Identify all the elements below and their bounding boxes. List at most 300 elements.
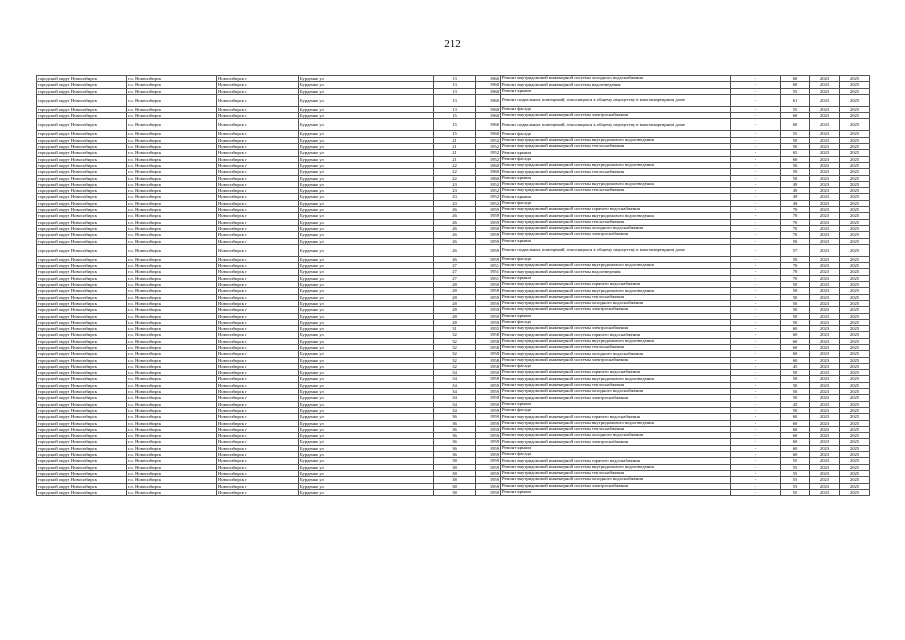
house-number-cell: 27	[434, 269, 476, 275]
start-year-cell: 2023	[810, 407, 840, 413]
house-number-cell: 26	[434, 244, 476, 256]
build-year-cell: 1959	[476, 244, 501, 256]
end-year-cell: 2025	[840, 144, 870, 150]
settlement-cell: Новосибирск г	[217, 288, 299, 294]
percent-cell: 55	[781, 464, 810, 470]
dash-cell: -	[731, 470, 781, 476]
street-cell: Бурденко ул	[299, 188, 434, 194]
end-year-cell: 2025	[840, 445, 870, 451]
end-year-cell: 2025	[840, 225, 870, 231]
end-year-cell: 2025	[840, 477, 870, 483]
city-district-cell: г.о. Новосибирск	[127, 162, 217, 168]
city-district-cell: г.о. Новосибирск	[127, 263, 217, 269]
city-district-cell: г.о. Новосибирск	[127, 194, 217, 200]
percent-cell: 60	[781, 82, 810, 88]
municipality-cell: городской округ Новосибирск	[37, 376, 127, 382]
city-district-cell: г.о. Новосибирск	[127, 207, 217, 213]
house-number-cell: 38	[434, 483, 476, 489]
dash-cell: -	[731, 156, 781, 162]
end-year-cell: 2025	[840, 213, 870, 219]
percent-cell: 65	[781, 150, 810, 156]
dash-cell: -	[731, 464, 781, 470]
work-type-cell: Ремонт внутридомовой инженерной системы теплоснабжения	[501, 169, 731, 175]
settlement-cell: Новосибирск г	[217, 76, 299, 82]
street-cell: Бурденко ул	[299, 426, 434, 432]
start-year-cell: 2023	[810, 82, 840, 88]
dash-cell: -	[731, 376, 781, 382]
percent-cell: 45	[781, 401, 810, 407]
street-cell: Бурденко ул	[299, 395, 434, 401]
dash-cell: -	[731, 395, 781, 401]
street-cell: Бурденко ул	[299, 144, 434, 150]
dash-cell: -	[731, 82, 781, 88]
city-district-cell: г.о. Новосибирск	[127, 477, 217, 483]
street-cell: Бурденко ул	[299, 452, 434, 458]
house-number-cell: 26	[434, 232, 476, 238]
start-year-cell: 2023	[810, 269, 840, 275]
municipality-cell: городской округ Новосибирск	[37, 363, 127, 369]
settlement-cell: Новосибирск г	[217, 169, 299, 175]
settlement-cell: Новосибирск г	[217, 225, 299, 231]
city-district-cell: г.о. Новосибирск	[127, 113, 217, 119]
street-cell: Бурденко ул	[299, 269, 434, 275]
house-number-cell: 34	[434, 407, 476, 413]
percent-cell: 50	[781, 175, 810, 181]
street-cell: Бурденко ул	[299, 150, 434, 156]
dash-cell: -	[731, 426, 781, 432]
city-district-cell: г.о. Новосибирск	[127, 300, 217, 306]
street-cell: Бурденко ул	[299, 319, 434, 325]
end-year-cell: 2025	[840, 175, 870, 181]
street-cell: Бурденко ул	[299, 489, 434, 495]
start-year-cell: 2023	[810, 88, 840, 94]
work-type-cell: Ремонт внутридомовой инженерной системы электроснабжения	[501, 357, 731, 363]
municipality-cell: городской округ Новосибирск	[37, 76, 127, 82]
start-year-cell: 2023	[810, 144, 840, 150]
end-year-cell: 2025	[840, 169, 870, 175]
percent-cell: 50	[781, 395, 810, 401]
street-cell: Бурденко ул	[299, 162, 434, 168]
street-cell: Бурденко ул	[299, 351, 434, 357]
work-type-cell: Ремонт подвальных помещений, относящихся к общему имуществу в многоквартирном доме	[501, 119, 731, 131]
city-district-cell: г.о. Новосибирск	[127, 420, 217, 426]
dash-cell: -	[731, 194, 781, 200]
work-type-cell: Ремонт внутридомовой инженерной системы холодного водоснабжения	[501, 351, 731, 357]
municipality-cell: городской округ Новосибирск	[37, 232, 127, 238]
municipality-cell: городской округ Новосибирск	[37, 219, 127, 225]
percent-cell: 61	[781, 94, 810, 106]
percent-cell: 50	[781, 282, 810, 288]
end-year-cell: 2025	[840, 489, 870, 495]
house-number-cell: 22	[434, 162, 476, 168]
dash-cell: -	[731, 113, 781, 119]
work-type-cell: Ремонт внутридомовой инженерной системы холодного водоснабжения	[501, 300, 731, 306]
street-cell: Бурденко ул	[299, 382, 434, 388]
settlement-cell: Новосибирск г	[217, 483, 299, 489]
municipality-cell: городской округ Новосибирск	[37, 88, 127, 94]
city-district-cell: г.о. Новосибирск	[127, 219, 217, 225]
street-cell: Бурденко ул	[299, 194, 434, 200]
work-type-cell: Ремонт внутридомовой инженерной системы водоотведения	[501, 269, 731, 275]
dash-cell: -	[731, 106, 781, 112]
settlement-cell: Новосибирск г	[217, 389, 299, 395]
dash-cell: -	[731, 256, 781, 262]
house-number-cell: 31	[434, 326, 476, 332]
city-district-cell: г.о. Новосибирск	[127, 370, 217, 376]
build-year-cell: 1959	[476, 464, 501, 470]
dash-cell: -	[731, 162, 781, 168]
dash-cell: -	[731, 332, 781, 338]
city-district-cell: г.о. Новосибирск	[127, 119, 217, 131]
percent-cell: 49	[781, 188, 810, 194]
start-year-cell: 2023	[810, 382, 840, 388]
build-year-cell: 1952	[476, 181, 501, 187]
house-number-cell: 28	[434, 313, 476, 319]
percent-cell: 50	[781, 370, 810, 376]
street-cell: Бурденко ул	[299, 225, 434, 231]
build-year-cell: 1960	[476, 106, 501, 112]
percent-cell: 50	[781, 137, 810, 143]
start-year-cell: 2023	[810, 489, 840, 495]
work-type-cell: Ремонт внутридомовой инженерной системы теплоснабжения	[501, 219, 731, 225]
dash-cell: -	[731, 407, 781, 413]
settlement-cell: Новосибирск г	[217, 401, 299, 407]
city-district-cell: г.о. Новосибирск	[127, 169, 217, 175]
build-year-cell: 1959	[476, 401, 501, 407]
settlement-cell: Новосибирск г	[217, 458, 299, 464]
percent-cell: 70	[781, 232, 810, 238]
end-year-cell: 2025	[840, 181, 870, 187]
start-year-cell: 2023	[810, 370, 840, 376]
municipality-cell: городской округ Новосибирск	[37, 483, 127, 489]
start-year-cell: 2023	[810, 300, 840, 306]
percent-cell: 50	[781, 319, 810, 325]
house-number-cell: 23	[434, 200, 476, 206]
street-cell: Бурденко ул	[299, 439, 434, 445]
house-number-cell: 32	[434, 332, 476, 338]
build-year-cell: 1959	[476, 313, 501, 319]
percent-cell: 50	[781, 238, 810, 244]
build-year-cell: 1959	[476, 382, 501, 388]
work-type-cell: Ремонт внутридомовой инженерной системы внутридомового водоотведения	[501, 420, 731, 426]
house-number-cell: 21	[434, 156, 476, 162]
city-district-cell: г.о. Новосибирск	[127, 181, 217, 187]
house-number-cell: 26	[434, 219, 476, 225]
percent-cell: 70	[781, 275, 810, 281]
house-number-cell: 36	[434, 426, 476, 432]
start-year-cell: 2023	[810, 94, 840, 106]
build-year-cell: 1958	[476, 344, 501, 350]
build-year-cell: 1959	[476, 483, 501, 489]
street-cell: Бурденко ул	[299, 244, 434, 256]
house-number-cell: 28	[434, 288, 476, 294]
work-type-cell: Ремонт внутридомовой инженерной системы теплоснабжения	[501, 382, 731, 388]
build-year-cell: 1952	[476, 144, 501, 150]
settlement-cell: Новосибирск г	[217, 113, 299, 119]
start-year-cell: 2023	[810, 307, 840, 313]
house-number-cell: 28	[434, 300, 476, 306]
end-year-cell: 2025	[840, 294, 870, 300]
start-year-cell: 2023	[810, 169, 840, 175]
street-cell: Бурденко ул	[299, 106, 434, 112]
dash-cell: -	[731, 370, 781, 376]
street-cell: Бурденко ул	[299, 470, 434, 476]
city-district-cell: г.о. Новосибирск	[127, 389, 217, 395]
start-year-cell: 2023	[810, 188, 840, 194]
street-cell: Бурденко ул	[299, 363, 434, 369]
build-year-cell: 1960	[476, 119, 501, 131]
percent-cell: 50	[781, 307, 810, 313]
street-cell: Бурденко ул	[299, 219, 434, 225]
build-year-cell: 1959	[476, 256, 501, 262]
settlement-cell: Новосибирск г	[217, 181, 299, 187]
dash-cell: -	[731, 76, 781, 82]
end-year-cell: 2025	[840, 439, 870, 445]
city-district-cell: г.о. Новосибирск	[127, 407, 217, 413]
start-year-cell: 2023	[810, 175, 840, 181]
end-year-cell: 2025	[840, 137, 870, 143]
percent-cell: 60	[781, 351, 810, 357]
work-type-cell: Ремонт фасада	[501, 131, 731, 137]
build-year-cell: 1959	[476, 370, 501, 376]
build-year-cell: 1958	[476, 357, 501, 363]
street-cell: Бурденко ул	[299, 263, 434, 269]
dash-cell: -	[731, 294, 781, 300]
build-year-cell: 1952	[476, 194, 501, 200]
build-year-cell: 1959	[476, 420, 501, 426]
municipality-cell: городской округ Новосибирск	[37, 113, 127, 119]
work-type-cell: Ремонт внутридомовой инженерной системы горячего водоснабжения	[501, 414, 731, 420]
end-year-cell: 2025	[840, 382, 870, 388]
city-district-cell: г.о. Новосибирск	[127, 156, 217, 162]
settlement-cell: Новосибирск г	[217, 194, 299, 200]
city-district-cell: г.о. Новосибирск	[127, 445, 217, 451]
build-year-cell: 1959	[476, 376, 501, 382]
end-year-cell: 2025	[840, 106, 870, 112]
percent-cell: 70	[781, 219, 810, 225]
end-year-cell: 2025	[840, 363, 870, 369]
settlement-cell: Новосибирск г	[217, 376, 299, 382]
municipality-cell: городской округ Новосибирск	[37, 207, 127, 213]
work-type-cell: Ремонт внутридомовой инженерной системы теплоснабжения	[501, 344, 731, 350]
dash-cell: -	[731, 483, 781, 489]
settlement-cell: Новосибирск г	[217, 219, 299, 225]
dash-cell: -	[731, 477, 781, 483]
percent-cell: 70	[781, 207, 810, 213]
dash-cell: -	[731, 288, 781, 294]
house-number-cell: 32	[434, 338, 476, 344]
house-number-cell: 34	[434, 389, 476, 395]
dash-cell: -	[731, 119, 781, 131]
build-year-cell: 1960	[476, 76, 501, 82]
city-district-cell: г.о. Новосибирск	[127, 282, 217, 288]
settlement-cell: Новосибирск г	[217, 307, 299, 313]
start-year-cell: 2023	[810, 357, 840, 363]
end-year-cell: 2025	[840, 458, 870, 464]
dash-cell: -	[731, 175, 781, 181]
work-type-cell: Ремонт подвальных помещений, относящихся к общему имуществу в многоквартирном доме	[501, 94, 731, 106]
settlement-cell: Новосибирск г	[217, 94, 299, 106]
municipality-cell: городской округ Новосибирск	[37, 269, 127, 275]
build-year-cell: 1959	[476, 213, 501, 219]
work-type-cell: Ремонт крыши	[501, 194, 731, 200]
settlement-cell: Новосибирск г	[217, 477, 299, 483]
work-type-cell: Ремонт внутридомовой инженерной системы холодного водоснабжения	[501, 433, 731, 439]
start-year-cell: 2023	[810, 389, 840, 395]
build-year-cell: 1960	[476, 94, 501, 106]
settlement-cell: Новосибирск г	[217, 213, 299, 219]
settlement-cell: Новосибирск г	[217, 344, 299, 350]
dash-cell: -	[731, 338, 781, 344]
settlement-cell: Новосибирск г	[217, 269, 299, 275]
street-cell: Бурденко ул	[299, 113, 434, 119]
municipality-cell: городской округ Новосибирск	[37, 213, 127, 219]
street-cell: Бурденко ул	[299, 483, 434, 489]
start-year-cell: 2023	[810, 401, 840, 407]
city-district-cell: г.о. Новосибирск	[127, 426, 217, 432]
street-cell: Бурденко ул	[299, 175, 434, 181]
start-year-cell: 2023	[810, 344, 840, 350]
street-cell: Бурденко ул	[299, 376, 434, 382]
start-year-cell: 2023	[810, 113, 840, 119]
end-year-cell: 2025	[840, 244, 870, 256]
dash-cell: -	[731, 225, 781, 231]
percent-cell: 60	[781, 433, 810, 439]
work-type-cell: Ремонт внутридомовой инженерной системы холодного водоснабжения	[501, 76, 731, 82]
build-year-cell: 1960	[476, 82, 501, 88]
house-number-cell: 26	[434, 238, 476, 244]
street-cell: Бурденко ул	[299, 326, 434, 332]
street-cell: Бурденко ул	[299, 433, 434, 439]
work-type-cell: Ремонт крыши	[501, 150, 731, 156]
start-year-cell: 2023	[810, 119, 840, 131]
city-district-cell: г.о. Новосибирск	[127, 439, 217, 445]
house-number-cell: 28	[434, 319, 476, 325]
end-year-cell: 2025	[840, 88, 870, 94]
build-year-cell: 1959	[476, 458, 501, 464]
start-year-cell: 2023	[810, 200, 840, 206]
start-year-cell: 2023	[810, 213, 840, 219]
street-cell: Бурденко ул	[299, 232, 434, 238]
start-year-cell: 2023	[810, 470, 840, 476]
settlement-cell: Новосибирск г	[217, 232, 299, 238]
end-year-cell: 2025	[840, 407, 870, 413]
work-type-cell: Ремонт фасада	[501, 106, 731, 112]
city-district-cell: г.о. Новосибирск	[127, 382, 217, 388]
street-cell: Бурденко ул	[299, 200, 434, 206]
table-row	[37, 244, 870, 256]
percent-cell: 55	[781, 458, 810, 464]
municipality-cell: городской округ Новосибирск	[37, 477, 127, 483]
build-year-cell: 1959	[476, 452, 501, 458]
dash-cell: -	[731, 313, 781, 319]
build-year-cell: 1951	[476, 275, 501, 281]
municipality-cell: городской округ Новосибирск	[37, 169, 127, 175]
end-year-cell: 2025	[840, 319, 870, 325]
end-year-cell: 2025	[840, 113, 870, 119]
percent-cell: 60	[781, 326, 810, 332]
house-number-cell: 38	[434, 470, 476, 476]
municipality-cell: городской округ Новосибирск	[37, 458, 127, 464]
work-type-cell: Ремонт внутридомовой инженерной системы горячего водоснабжения	[501, 207, 731, 213]
municipality-cell: городской округ Новосибирск	[37, 181, 127, 187]
municipality-cell: городской округ Новосибирск	[37, 351, 127, 357]
settlement-cell: Новосибирск г	[217, 357, 299, 363]
house-number-cell: 26	[434, 213, 476, 219]
work-type-cell: Ремонт крыши	[501, 313, 731, 319]
street-cell: Бурденко ул	[299, 338, 434, 344]
street-cell: Бурденко ул	[299, 207, 434, 213]
settlement-cell: Новосибирск г	[217, 445, 299, 451]
house-number-cell: 27	[434, 263, 476, 269]
percent-cell: 49	[781, 194, 810, 200]
settlement-cell: Новосибирск г	[217, 244, 299, 256]
settlement-cell: Новосибирск г	[217, 88, 299, 94]
build-year-cell: 1952	[476, 188, 501, 194]
end-year-cell: 2025	[840, 200, 870, 206]
dash-cell: -	[731, 88, 781, 94]
percent-cell: 60	[781, 156, 810, 162]
start-year-cell: 2023	[810, 131, 840, 137]
settlement-cell: Новосибирск г	[217, 300, 299, 306]
end-year-cell: 2025	[840, 470, 870, 476]
end-year-cell: 2025	[840, 326, 870, 332]
municipality-cell: городской округ Новосибирск	[37, 162, 127, 168]
build-year-cell: 1959	[476, 238, 501, 244]
house-number-cell: 21	[434, 137, 476, 143]
municipality-cell: городской округ Новосибирск	[37, 94, 127, 106]
settlement-cell: Новосибирск г	[217, 119, 299, 131]
start-year-cell: 2023	[810, 464, 840, 470]
build-year-cell: 1960	[476, 169, 501, 175]
percent-cell: 55	[781, 470, 810, 476]
municipality-cell: городской округ Новосибирск	[37, 150, 127, 156]
end-year-cell: 2025	[840, 188, 870, 194]
work-type-cell: Ремонт фасада	[501, 319, 731, 325]
municipality-cell: городской округ Новосибирск	[37, 370, 127, 376]
house-number-cell: 32	[434, 363, 476, 369]
city-district-cell: г.о. Новосибирск	[127, 225, 217, 231]
percent-cell: 50	[781, 382, 810, 388]
capital-repair-table	[36, 75, 870, 496]
settlement-cell: Новосибирск г	[217, 338, 299, 344]
build-year-cell: 1958	[476, 351, 501, 357]
percent-cell: 50	[781, 300, 810, 306]
municipality-cell: городской округ Новосибирск	[37, 464, 127, 470]
start-year-cell: 2023	[810, 232, 840, 238]
start-year-cell: 2023	[810, 420, 840, 426]
dash-cell: -	[731, 219, 781, 225]
house-number-cell: 36	[434, 420, 476, 426]
percent-cell: 60	[781, 76, 810, 82]
street-cell: Бурденко ул	[299, 94, 434, 106]
build-year-cell: 1952	[476, 156, 501, 162]
municipality-cell: городской округ Новосибирск	[37, 288, 127, 294]
start-year-cell: 2023	[810, 294, 840, 300]
end-year-cell: 2025	[840, 300, 870, 306]
house-number-cell: 36	[434, 452, 476, 458]
percent-cell: 55	[781, 106, 810, 112]
street-cell: Бурденко ул	[299, 332, 434, 338]
city-district-cell: г.о. Новосибирск	[127, 313, 217, 319]
work-type-cell: Ремонт фасада	[501, 363, 731, 369]
municipality-cell: городской округ Новосибирск	[37, 307, 127, 313]
city-district-cell: г.о. Новосибирск	[127, 76, 217, 82]
start-year-cell: 2023	[810, 439, 840, 445]
start-year-cell: 2023	[810, 225, 840, 231]
work-type-cell: Ремонт внутридомовой инженерной системы горячего водоснабжения	[501, 458, 731, 464]
dash-cell: -	[731, 319, 781, 325]
